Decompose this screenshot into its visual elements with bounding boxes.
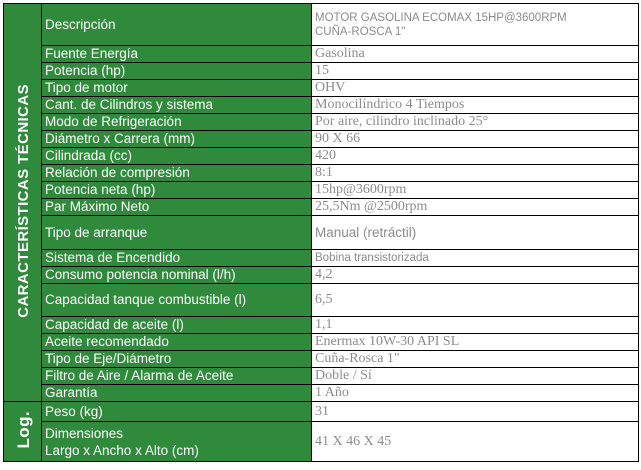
spec-label: Modo de Refrigeración [42,114,312,131]
spec-label: Capacidad de aceite (l) [42,317,312,334]
table-row [4,131,639,148]
spec-label: Sistema de Encendido [42,250,312,267]
table-row [4,165,639,182]
table-row [4,80,639,97]
spec-value: 6,5 [312,284,639,317]
table-row [4,63,639,80]
spec-label: Par Máximo Neto [42,199,312,216]
spec-value: 1,1 [312,317,639,334]
table-row [4,402,639,422]
spec-value: Monocilíndrico 4 Tiempos [312,97,639,114]
spec-label: Aceite recomendado [42,334,312,351]
dimensions-label-line-1: Dimensiones [45,425,124,441]
spec-value: Doble / Sí [312,368,639,385]
spec-label: Tipo de motor [42,80,312,97]
table-row [4,351,639,368]
spec-value: 90 X 66 [312,131,639,148]
spec-value: 1 Año [312,385,639,402]
spec-label: Cilindrada (cc) [42,148,312,165]
spec-value: 41 X 46 X 45 [312,422,639,462]
spec-table [3,3,639,462]
description-line-2: CUÑA-ROSCA 1" [315,25,406,38]
spec-label: Garantía [42,385,312,402]
table-row [4,284,639,317]
spec-value: Manual (retráctil) [312,216,639,250]
table-row [4,148,639,165]
spec-value: Cuña-Rosca 1" [312,351,639,368]
table-row [4,182,639,199]
group-label-log: Log. [4,402,42,462]
spec-label: Consumo potencia nominal (l/h) [42,267,312,284]
spec-value: 25,5Nm @2500rpm [312,199,639,216]
spec-label: Potencia neta (hp) [42,182,312,199]
spec-label [42,422,312,462]
spec-label: Diámetro x Carrera (mm) [42,131,312,148]
spec-label: Tipo de arranque [42,216,312,250]
spec-value: Por aire, cilindro inclinado 25° [312,114,639,131]
spec-value: OHV [312,80,639,97]
spec-label: Capacidad tanque combustible (l) [42,284,312,317]
spec-label: Fuente Energía [42,46,312,63]
table-row [4,385,639,402]
spec-value: 31 [312,402,639,422]
spec-label: Filtro de Aire / Alarma de Aceite [42,368,312,385]
table-row [4,250,639,267]
description-line-1: MOTOR GASOLINA ECOMAX 15HP@3600RPM [315,11,567,24]
spec-label: Peso (kg) [42,402,312,422]
spec-label: Tipo de Eje/Diámetro [42,351,312,368]
table-row [4,334,639,351]
table-row [4,199,639,216]
group-label-tech: CARACTERÍSTICAS TÉCNICAS [4,4,42,402]
table-row [4,4,639,46]
table-row [4,46,639,63]
spec-label: Descripción [42,4,312,46]
table-row [4,216,639,250]
spec-label: Relación de compresión [42,165,312,182]
spec-value: 8:1 [312,165,639,182]
spec-value: 420 [312,148,639,165]
dimensions-label-line-2: Largo x Ancho x Alto (cm) [45,442,199,458]
table-row [4,317,639,334]
table-row [4,114,639,131]
table-row [4,97,639,114]
spec-value: Bobina transistorizada [312,250,639,267]
spec-label: Potencia (hp) [42,63,312,80]
spec-value: 4,2 [312,267,639,284]
spec-value: 15 [312,63,639,80]
spec-label: Cant. de Cilindros y sistema [42,97,312,114]
table-row [4,267,639,284]
spec-value: Gasolina [312,46,639,63]
spec-value [312,4,639,46]
spec-value: 15hp@3600rpm [312,182,639,199]
table-row [4,422,639,462]
spec-value: Enermax 10W-30 API SL [312,334,639,351]
table-row [4,368,639,385]
